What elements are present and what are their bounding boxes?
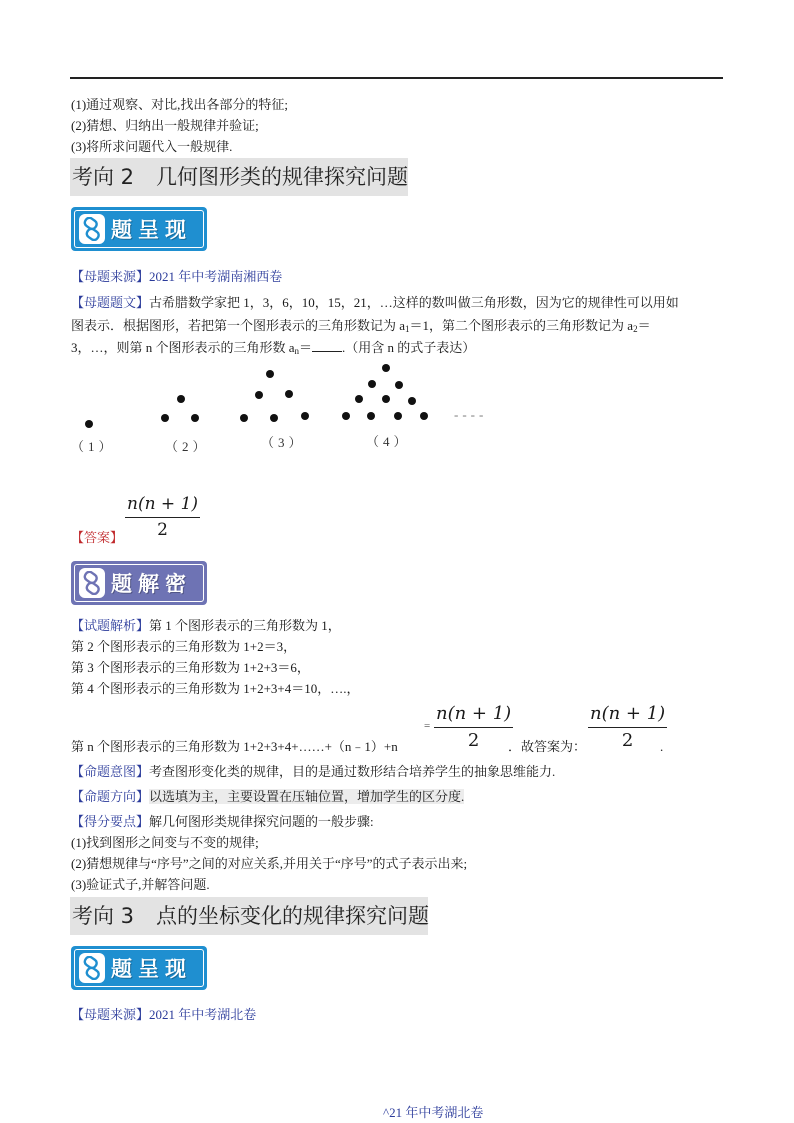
figure-ellipsis: ---- [454, 407, 488, 422]
analysis-fraction-2: $\frac{n(n + 1)}{2}$ [590, 703, 666, 751]
badge-label: 题呈现 [111, 218, 192, 242]
analysis-nth-line: 第 n 个图形表示的三角形数为 1+2+3+4+……+（n﹣1）+n [71, 739, 398, 754]
dot [367, 412, 375, 420]
source-line [71, 268, 282, 286]
header-rule [70, 77, 723, 79]
badge-question-present-2 [71, 946, 207, 990]
badge-label: 题解密 [111, 572, 192, 596]
badge-label: 题呈现 [111, 957, 192, 981]
badge-question-solution [71, 561, 207, 605]
dot [342, 412, 350, 420]
dot [177, 395, 185, 403]
question-line-1: 【母题题文】古希腊数学家把 1，3，6，10，15，21，…这样的数叫做三角形数，因为它的规律性可以用如 [71, 295, 679, 310]
figure-caption-3: （3） [261, 435, 306, 450]
analysis-line-1: 【试题解析】第 1 个图形表示的三角形数为 1， [71, 618, 341, 633]
dot [301, 412, 309, 420]
answer-blank [312, 339, 342, 352]
direction-tag: 【命题方向】 [71, 789, 150, 804]
analysis-end: . [660, 739, 664, 754]
dot [266, 370, 274, 378]
dot [355, 395, 363, 403]
question-line-2: 图表示．根据图形，若把第一个图形表示的三角形数记为 $a_1=1$，第二个图形表示的三角形数记为 $a_2=$ [71, 318, 651, 334]
analysis-line-3: 第 3 个图形表示的三角形数为 1+2+3＝6， [71, 660, 310, 675]
analysis-tag: 【试题解析】 [71, 618, 150, 633]
dot [191, 414, 199, 422]
figure-caption-2: （2） [165, 439, 210, 454]
dot [394, 412, 402, 420]
heading-number: 考向 3 [72, 904, 135, 928]
equals-sign: = [424, 720, 431, 732]
intro-step-2: (2)猜想、归纳出一般规律并验证; [71, 118, 259, 133]
points-line: 【得分要点】解几何图形类规律探究问题的一般步骤: [71, 814, 374, 829]
dot [382, 364, 390, 372]
source-tag: 【母题来源】 [71, 1007, 150, 1022]
footer-text: ^21 年中考湖北卷 [383, 1105, 484, 1120]
intro-step-3: (3)将所求问题代入一般规律. [71, 139, 233, 154]
question-line-3: 3，…，则第 n 个图形表示的三角形数 $a_n=$ .（用含 n 的式子表达） [71, 340, 476, 356]
source-text: 2021 年中考湖南湘西卷 [149, 269, 283, 284]
dot [255, 391, 263, 399]
question-tag: 【母题题文】 [71, 295, 150, 310]
source-line-3 [71, 1006, 256, 1024]
points-step-3: (3)验证式子,并解答问题. [71, 877, 210, 892]
intro-step-1: (1)通过观察、对比,找出各部分的特征; [71, 97, 289, 112]
intent-tag: 【命题意图】 [71, 764, 150, 779]
badge-question-present [71, 207, 207, 251]
link-icon [79, 568, 105, 598]
dot [408, 397, 416, 405]
analysis-line-2: 第 2 个图形表示的三角形数为 1+2＝3， [71, 639, 297, 654]
dot [420, 412, 428, 420]
direction-line: 【命题方向】以选填为主，主要设置在压轴位置，增加学生的区分度. [71, 789, 465, 804]
analysis-conclusion: ．故答案为： [508, 739, 587, 754]
dot [240, 414, 248, 422]
answer-tag: 【答案】 [71, 530, 124, 545]
link-icon [79, 214, 105, 244]
dot [382, 395, 390, 403]
answer-fraction: $\frac{n(n + 1)}{2}$ [127, 494, 199, 540]
heading-title: 几何图形类的规律探究问题 [156, 165, 409, 189]
intent-line: 【命题意图】考查图形变化类的规律，目的是通过数形结合培养学生的抽象思维能力. [71, 764, 556, 779]
dot [85, 420, 93, 428]
dot [285, 390, 293, 398]
figure-caption-4: （4） [366, 434, 411, 449]
section-heading-2 [70, 158, 408, 196]
dot [395, 381, 403, 389]
points-step-1: (1)找到图形之间变与不变的规律; [71, 835, 259, 850]
analysis-line-4: 第 4 个图形表示的三角形数为 1+2+3+4＝10，….， [71, 681, 360, 696]
points-tag: 【得分要点】 [71, 814, 150, 829]
analysis-fraction: $\frac{n(n + 1)}{2}$ [436, 703, 512, 751]
dot [270, 414, 278, 422]
points-step-2: (2)猜想规律与“序号”之间的对应关系,并用关于“序号”的式子表示出来; [71, 856, 468, 871]
dot [161, 414, 169, 422]
heading-title: 点的坐标变化的规律探究问题 [156, 904, 430, 928]
heading-number: 考向 2 [72, 165, 135, 189]
source-tag: 【母题来源】 [71, 269, 150, 284]
figure-caption-1: （1） [71, 439, 116, 454]
section-heading-3 [70, 897, 428, 935]
dot [368, 380, 376, 388]
source-text: 2021 年中考湖北卷 [149, 1007, 257, 1022]
link-icon [79, 953, 105, 983]
